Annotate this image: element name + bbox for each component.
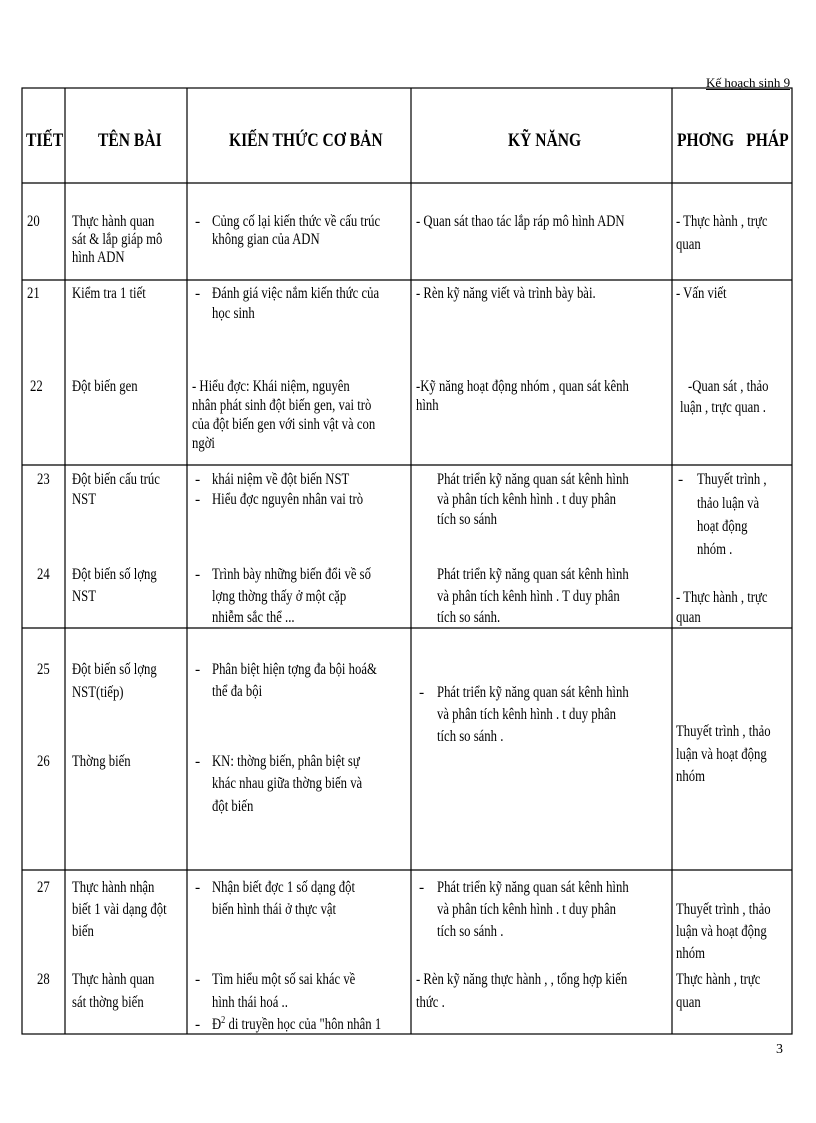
- ten-bai-line: NST(tiếp): [72, 684, 124, 701]
- ky-nang-line: và phân tích kênh hình . T duy phân: [437, 588, 620, 605]
- phuong-phap-line: - Vấn viết: [676, 285, 727, 302]
- dash-bullet: -: [195, 471, 201, 488]
- dash-bullet: -: [195, 566, 201, 583]
- kien-thuc-line: thể đa bội: [212, 683, 263, 700]
- phuong-phap-line: quan: [676, 994, 701, 1011]
- dash-bullet: -: [195, 285, 201, 302]
- dash-bullet: -: [195, 661, 201, 678]
- page-number: 3: [776, 1042, 783, 1057]
- phuong-phap-line: nhóm .: [697, 541, 733, 558]
- tiet-cell: 22: [30, 378, 43, 395]
- ky-nang-line: Phát triển kỹ năng quan sát kênh hình: [437, 879, 629, 896]
- ky-nang-line: tích so sánh .: [437, 923, 504, 940]
- col-header-kien-thuc: KIẾN THỨC CƠ BẢN: [229, 130, 383, 151]
- ten-bai-line: Đột biến số lợng: [72, 661, 157, 678]
- kien-thuc-line: Trình bày những biến đổi về số: [212, 566, 371, 583]
- ky-nang-line: thức .: [416, 994, 445, 1011]
- ky-nang-line: - Rèn kỹ năng thực hành , , tổng hợp kiến: [416, 971, 628, 988]
- ten-bai-line: Đột biến gen: [72, 378, 138, 395]
- dash-bullet: -: [195, 753, 201, 770]
- kien-thuc-line: KN: thờng biến, phân biệt sự: [212, 753, 360, 770]
- phuong-phap-line: luận và hoạt động: [676, 923, 767, 940]
- phuong-phap-line: hoạt động: [697, 518, 748, 535]
- kien-thuc-line: Hiểu đợc nguyên nhân vai trò: [212, 491, 364, 508]
- ky-nang-line: và phân tích kênh hình . t duy phân: [437, 901, 616, 918]
- ten-bai-line: Thờng biến: [72, 753, 131, 770]
- kien-thuc-line: Phân biệt hiện tợng đa bội hoá&: [212, 661, 377, 678]
- kien-thuc-line: đột biến: [212, 798, 254, 815]
- ten-bai-line: Thực hành quan: [72, 213, 155, 230]
- phuong-phap-line: Thuyết trình , thảo: [676, 723, 771, 740]
- kien-thuc-line: khái niệm về đột biến NST: [212, 471, 350, 488]
- tiet-cell: 24: [37, 566, 50, 583]
- ten-bai-line: Thực hành quan: [72, 971, 155, 988]
- ky-nang-line: - Rèn kỹ năng viết và trình bày bài.: [416, 285, 596, 302]
- tiet-cell: 28: [37, 971, 50, 988]
- phuong-phap-line: luận và hoạt động: [676, 746, 767, 763]
- dash-bullet: -: [195, 491, 201, 508]
- col-header-tiet: TIẾT: [26, 130, 64, 151]
- ky-nang-line: Phát triển kỹ năng quan sát kênh hình: [437, 684, 629, 701]
- ten-bai-line: Kiểm tra 1 tiết: [72, 285, 146, 302]
- phuong-phap-line: - Thực hành , trực: [676, 589, 768, 606]
- ky-nang-line: tích so sánh.: [437, 609, 501, 626]
- ky-nang-line: và phân tích kênh hình . t duy phân: [437, 706, 616, 723]
- kien-thuc-line: nhiễm sắc thể ...: [212, 609, 295, 626]
- ten-bai-line: Thực hành nhận: [72, 879, 155, 896]
- phuong-phap-line: thảo luận và: [697, 495, 760, 512]
- kien-thuc-line: không gian của ADN: [212, 231, 320, 248]
- kien-thuc-line: Tìm hiểu một số sai khác về: [212, 971, 356, 988]
- tiet-cell: 20: [27, 213, 40, 230]
- kien-thuc-line: Củng cố lại kiến thức về cấu trúc: [212, 213, 381, 230]
- phuong-phap-line: quan: [676, 609, 701, 626]
- kien-thuc-line: $Đ^2$ di truyền học của "hôn nhân 1: [212, 1014, 382, 1033]
- kien-thuc-line: ngời: [192, 435, 215, 452]
- ten-bai-line: biến: [72, 923, 94, 940]
- phuong-phap-line: nhóm: [676, 945, 705, 962]
- kien-thuc-line: Nhận biết đợc 1 số dạng đột: [212, 879, 355, 896]
- kien-thuc-line: khác nhau giữa thờng biến và: [212, 775, 363, 792]
- ten-bai-line: NST: [72, 588, 97, 605]
- col-header-phuong-phap: PHƠNG PHÁP: [677, 130, 789, 151]
- dash-bullet: -: [195, 1016, 201, 1033]
- kien-thuc-line: của đột biến gen với sinh vật và con: [192, 416, 376, 433]
- document-header: Kế hoạch sinh 9: [706, 75, 791, 90]
- col-header-ten-bai: TÊN BÀI: [98, 130, 162, 151]
- dash-bullet: -: [419, 684, 425, 701]
- ten-bai-line: Đột biến số lợng: [72, 566, 157, 583]
- ky-nang-line: và phân tích kênh hình . t duy phân: [437, 491, 616, 508]
- tiet-cell: 23: [37, 471, 50, 488]
- phuong-phap-line: Thực hành , trực: [676, 971, 761, 988]
- ten-bai-line: sát & lắp giáp mô: [72, 231, 163, 248]
- tiet-cell: 27: [37, 879, 50, 896]
- kien-thuc-line: hình thái hoá ..: [212, 994, 288, 1011]
- dash-bullet: -: [195, 879, 201, 896]
- ky-nang-line: Phát triển kỹ năng quan sát kênh hình: [437, 471, 629, 488]
- tiet-cell: 21: [27, 285, 40, 302]
- ten-bai-line: hình ADN: [72, 249, 125, 266]
- phuong-phap-line: nhóm: [676, 768, 705, 785]
- ky-nang-line: -Kỹ năng hoạt động nhóm , quan sát kênh: [416, 378, 629, 395]
- kien-thuc-line: nhân phát sinh đột biến gen, vai trò: [192, 397, 372, 414]
- phuong-phap-line: Thuyết trình , thảo: [676, 901, 771, 918]
- ten-bai-line: sát thờng biến: [72, 994, 144, 1011]
- phuong-phap-line: quan: [676, 236, 701, 253]
- phuong-phap-line: luận , trực quan .: [680, 399, 766, 416]
- ky-nang-line: - Quan sát thao tác lắp ráp mô hình ADN: [416, 213, 625, 230]
- kien-thuc-line: biến hình thái ở thực vật: [212, 901, 337, 918]
- dash-bullet: -: [195, 213, 201, 230]
- ky-nang-line: tích so sánh: [437, 511, 498, 528]
- kien-thuc-line: học sinh: [212, 305, 255, 322]
- col-header-ky-nang: KỸ NĂNG: [508, 130, 582, 151]
- dash-bullet: -: [419, 879, 425, 896]
- ky-nang-line: hình: [416, 397, 439, 414]
- ky-nang-line: Phát triển kỹ năng quan sát kênh hình: [437, 566, 629, 583]
- phuong-phap-line: Thuyết trình ,: [697, 471, 767, 488]
- ky-nang-line: tích so sánh .: [437, 728, 504, 745]
- ten-bai-line: biết 1 vài dạng đột: [72, 901, 167, 918]
- ten-bai-line: NST: [72, 491, 97, 508]
- tiet-cell: 25: [37, 661, 50, 678]
- tiet-cell: 26: [37, 753, 50, 770]
- phuong-phap-line: -Quan sát , thảo: [688, 378, 769, 395]
- dash-bullet: -: [195, 971, 201, 988]
- kien-thuc-line: lợng thờng thấy ở một cặp: [212, 588, 347, 605]
- ten-bai-line: Đột biến cấu trúc: [72, 471, 160, 488]
- kien-thuc-line: - Hiểu đợc: Khái niệm, nguyên: [192, 378, 350, 395]
- kien-thuc-line: Đánh giá việc nắm kiến thức của: [212, 285, 380, 302]
- phuong-phap-line: - Thực hành , trực: [676, 213, 768, 230]
- dash-bullet: -: [678, 471, 684, 488]
